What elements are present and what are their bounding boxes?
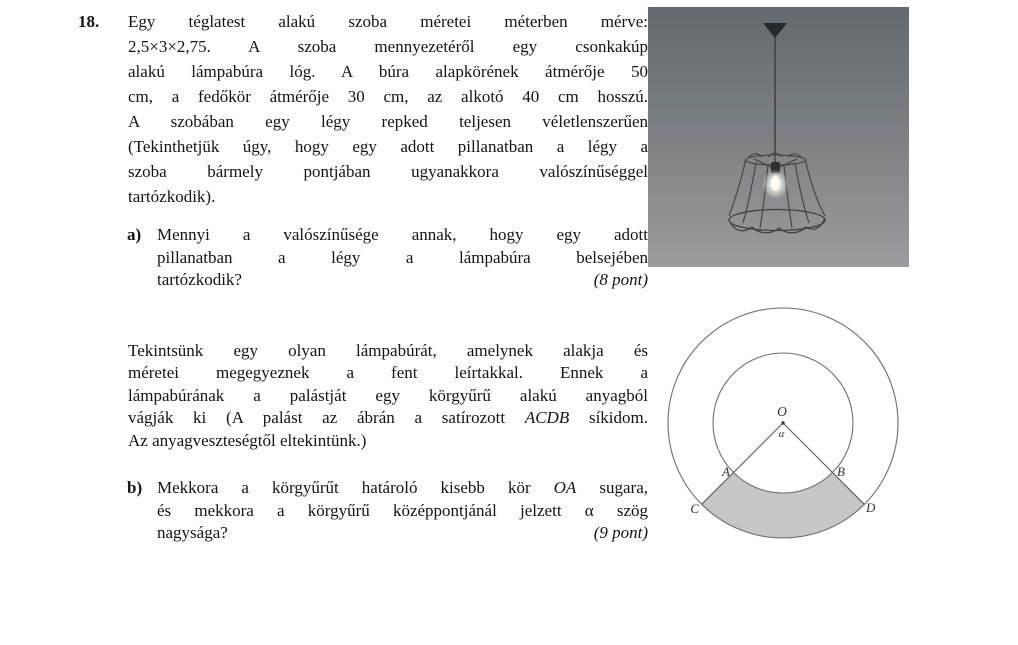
question-a-points: (8 pont) [593,270,648,289]
intro-line: A szobában egy légy repked teljesen véletlenszerűen [128,112,648,131]
label-C: C [690,501,699,516]
label-O: O [777,404,787,419]
para2-line4-acdb: ACDB [524,408,570,428]
question-b [127,477,648,545]
question-a-text: tartózkodik? [157,270,242,289]
label-D: D [866,500,876,515]
intro-line: cm, a fedőkör átmérője 30 cm, az alkotó 40 cm hosszú. [128,87,648,106]
lamp-photo [648,7,909,267]
question-b-points: (9 pont) [593,523,648,542]
label-A: A [722,464,730,479]
para2-line: Az anyagveszteségtől eltekintünk.) [128,430,367,450]
label-B: B [837,464,845,479]
lamp-photo-svg [648,7,909,267]
question-a-lastline [157,269,648,292]
intro-line: alakú lámpabúra lóg. A búra alapkörének átmérője 50 [128,62,648,81]
question-a-line: pillanatban a légy a lámpabúra belsejében [157,247,648,267]
intro-line: Egy téglatest alakú szoba méretei méterben mérve: [128,12,648,31]
para2-line [128,407,648,429]
question-b-line1-oa: OA [553,478,577,497]
intro-line: szoba bármely pontjában ugyanakkora valószínűséggel [128,162,648,181]
question-b-line [157,477,648,500]
para2-line: méretei megegyeznek a fent leírtakkal. Ennek a [128,363,648,383]
question-b-text: nagysága? [157,523,228,542]
question-b-lastline [157,522,648,545]
question-b-line: és mekkora a körgyűrű középpontjánál jelzett α szög [157,500,648,520]
second-paragraph [128,340,648,452]
intro-line: tartózkodik). [128,187,216,206]
intro-paragraph [128,9,648,209]
intro-line: 2,5×3×2,75. A szoba mennyezetéről egy csonkakúp [128,37,648,56]
para2-line4-post: síkidom. [588,408,649,428]
light-bulb-icon [771,176,780,191]
annulus-figure-svg [650,295,910,550]
question-b-line1-pre: Mekkora a körgyűrűt határoló kisebb kör [157,478,531,497]
para2-line4-pre: vágják ki (A palást az ábrán a satírozott [128,408,506,428]
problem-number: 18. [78,12,100,31]
shaded-sector-acdb [702,473,865,538]
center-point [781,421,784,424]
para2-line: Tekintsünk egy olyan lámpabúrát, amelynek alakja és [128,341,648,360]
question-b-line1-post: sugara, [599,478,648,497]
question-a [127,224,648,292]
annulus-figure [650,295,910,555]
label-alpha: α [778,428,785,440]
para2-line: lámpabúrának a palástját egy körgyűrű alakú anyagból [128,385,648,405]
question-b-marker: b) [127,478,143,497]
question-a-marker: a) [127,225,142,244]
question-a-line: Mennyi a valószínűsége annak, hogy egy adott [157,225,648,244]
intro-line: (Tekinthetjük úgy, hogy egy adott pillanatban a légy a [128,137,648,156]
